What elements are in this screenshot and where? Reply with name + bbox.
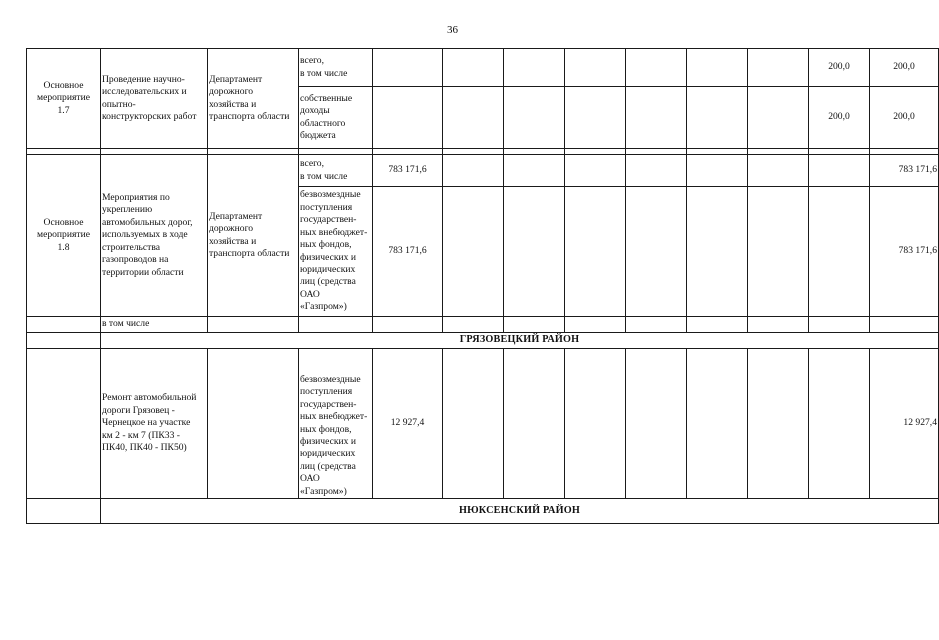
page-number: 36 [447, 24, 458, 36]
value-cell [443, 155, 504, 187]
value-cell [687, 187, 748, 317]
measure-name: Проведение научно- исследовательских и опытно- конструкторских работ [101, 49, 208, 149]
measure-name: Ремонт автомобильной дороги Грязовец - Чернецкое на участке км 2 - км 7 (ПК33 - ПК40, ПК40 - ПК50) [101, 349, 208, 499]
value-cell [565, 187, 626, 317]
value-cell [687, 155, 748, 187]
table-row [27, 317, 939, 333]
value-cell [748, 49, 809, 87]
value-cell [373, 87, 443, 149]
value-cell [565, 87, 626, 149]
value-cell: 12 927,4 [373, 349, 443, 499]
value-cell [748, 187, 809, 317]
value-cell [443, 349, 504, 499]
value-cell: 200,0 [809, 87, 870, 149]
value-cell [809, 155, 870, 187]
value-cell [626, 49, 687, 87]
value-cell [626, 349, 687, 499]
value-cell [626, 87, 687, 149]
total-cell: 783 171,6 [870, 187, 939, 317]
value-cell [443, 187, 504, 317]
value-cell [504, 349, 565, 499]
value-cell [748, 87, 809, 149]
empty-cell [27, 349, 101, 499]
total-cell: 200,0 [870, 87, 939, 149]
funding-source: всего, в том числе [299, 49, 373, 87]
value-cell [748, 155, 809, 187]
value-cell [565, 349, 626, 499]
value-cell [687, 349, 748, 499]
including-label: в том числе [101, 317, 208, 333]
value-cell [626, 155, 687, 187]
value-cell [504, 155, 565, 187]
table-row [27, 49, 939, 87]
measure-code: Основное мероприятие 1.7 [27, 49, 101, 149]
table-row [27, 499, 939, 524]
table-row [27, 349, 939, 499]
measure-code: Основное мероприятие 1.8 [27, 155, 101, 317]
value-cell [373, 49, 443, 87]
value-cell [504, 87, 565, 149]
value-cell [443, 49, 504, 87]
value-cell [504, 187, 565, 317]
value-cell [565, 49, 626, 87]
empty-cell [27, 333, 101, 349]
region-header: ГРЯЗОВЕЦКИЙ РАЙОН [101, 333, 939, 349]
funding-source: безвозмездные поступления государствен- ных внебюджет- ных фондов, физических и юридических лиц (средства ОАО «Газпром») [299, 187, 373, 317]
region-header: НЮКСЕНСКИЙ РАЙОН [101, 499, 939, 524]
value-cell: 200,0 [809, 49, 870, 87]
funding-source: всего, в том числе [299, 155, 373, 187]
measure-executor [208, 349, 299, 499]
measure-name: Мероприятия по укреплению автомобильных дорог, используемых в ходе строительства газопроводов на территории области [101, 155, 208, 317]
total-cell: 12 927,4 [870, 349, 939, 499]
value-cell: 783 171,6 [373, 187, 443, 317]
total-cell: 783 171,6 [870, 155, 939, 187]
value-cell [687, 49, 748, 87]
value-cell [748, 349, 809, 499]
table-row [27, 333, 939, 349]
funding-source: собственные доходы областного бюджета [299, 87, 373, 149]
value-cell [443, 87, 504, 149]
table-row [27, 155, 939, 187]
funding-source: безвозмездные поступления государствен- ных внебюджет- ных фондов, физических и юридических лиц (средства ОАО «Газпром») [299, 349, 373, 499]
measure-executor: Департамент дорожного хозяйства и транспорта области [208, 49, 299, 149]
value-cell [565, 155, 626, 187]
measure-executor: Департамент дорожного хозяйства и транспорта области [208, 155, 299, 317]
value-cell: 783 171,6 [373, 155, 443, 187]
empty-cell [27, 499, 101, 524]
total-cell: 200,0 [870, 49, 939, 87]
value-cell [809, 187, 870, 317]
budget-table [26, 48, 939, 524]
value-cell [809, 349, 870, 499]
value-cell [626, 187, 687, 317]
value-cell [504, 49, 565, 87]
value-cell [687, 87, 748, 149]
